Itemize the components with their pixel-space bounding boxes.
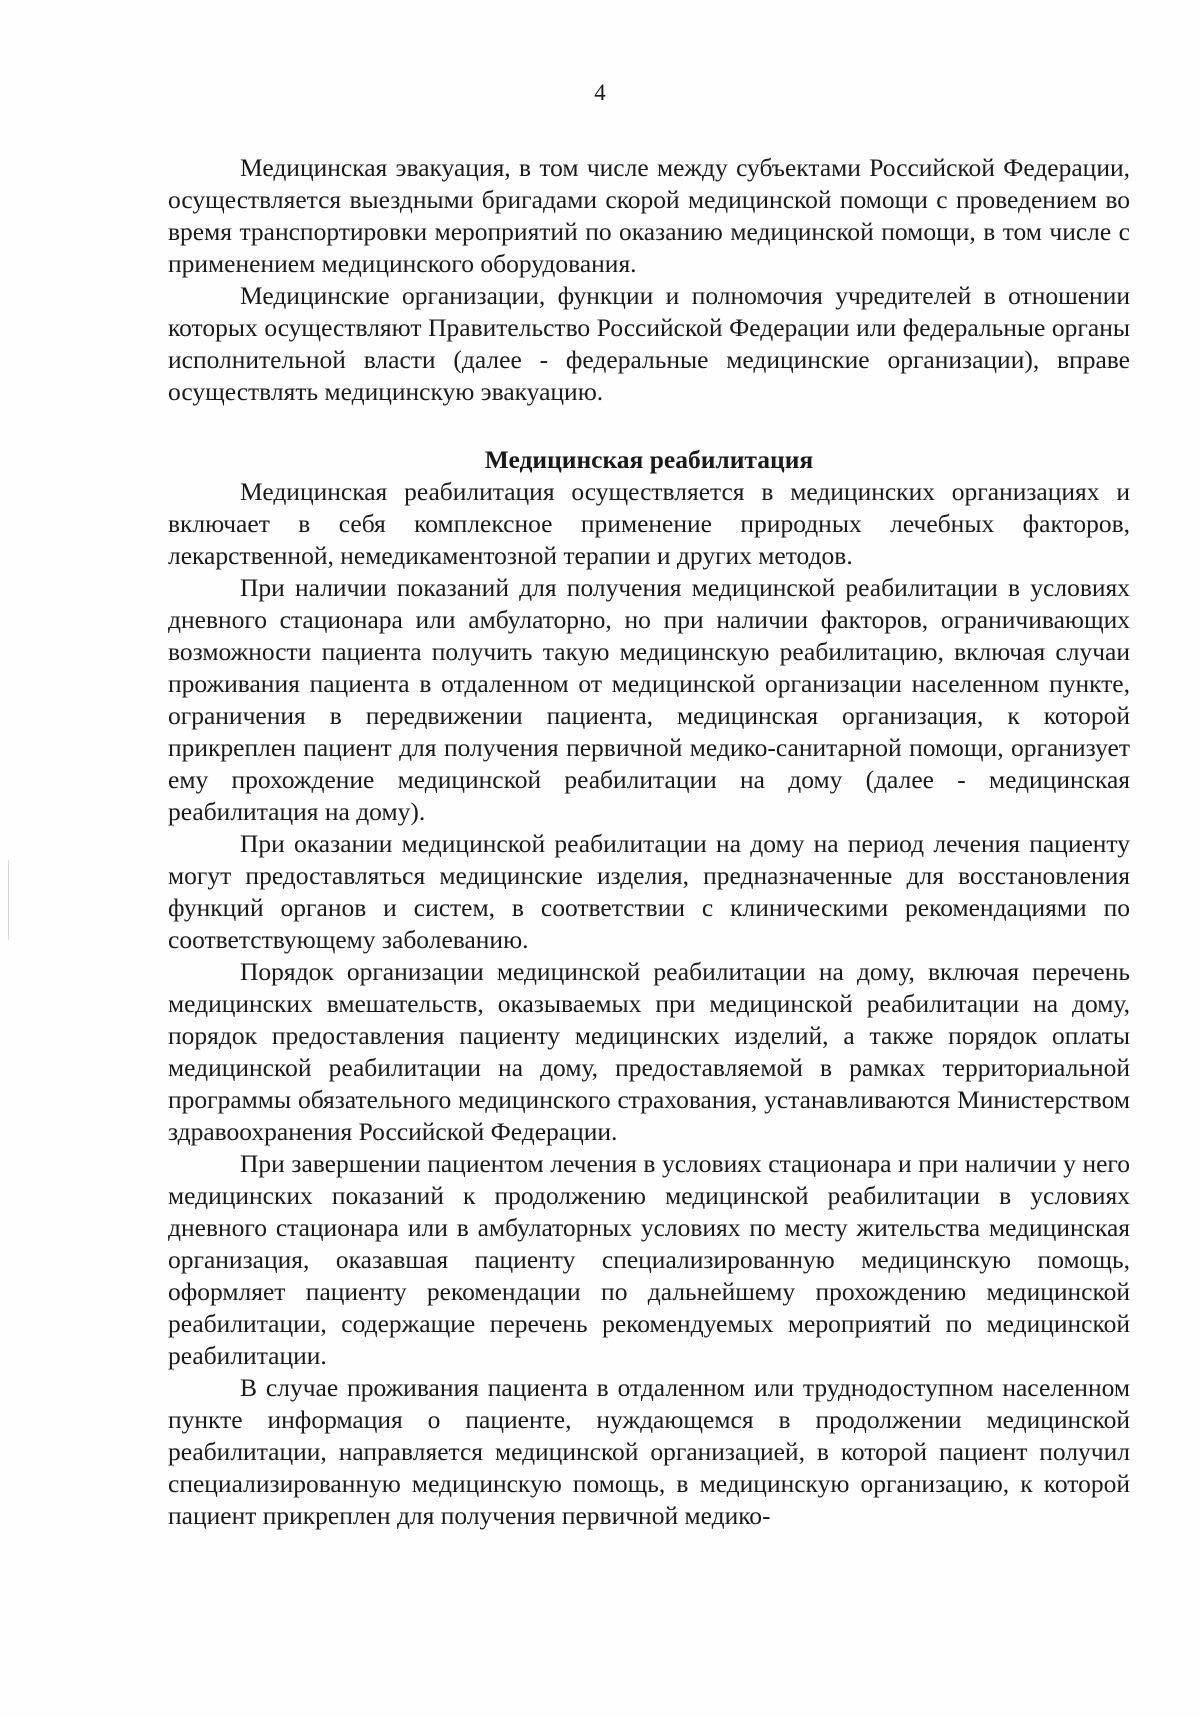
paragraph-home-rehabilitation: При наличии показаний для получения медицинской реабилитации в условиях дневного стационара или амбулаторно, но при наличии факторов, ограничивающих возможности пациента получить такую медицинскую реабилитацию, включая случаи проживания пациента в отдаленном от медицинской организации населенном пункте, ограничения в передвижении пациента, медицинская организация, к которой прикреплен пациент для получения первичной медико-санитарной помощи, организует ему прохождение медицинской реабилитации на дому (далее - медицинская реабилитация на дому). bbox=[168, 573, 1130, 826]
paragraph-medical-devices: При оказании медицинской реабилитации на дому на период лечения пациенту могут предоставляться медицинские изделия, предназначенные для восстановления функций органов и систем, в соответствии с клиническими рекомендациями по соответствующему заболеванию. bbox=[168, 829, 1130, 954]
scan-edge-mark bbox=[8, 860, 9, 940]
paragraph-remote-settlement: В случае проживания пациента в отдаленном или труднодоступном населенном пункте информация о пациенте, нуждающемся в продолжении медицинской реабилитации, направляется медицинской организацией, в которой пациент получил специализированную медицинскую помощь, в медицинскую организацию, к которой пациент прикреплен для получения первичной медико- bbox=[168, 1373, 1130, 1530]
document-body bbox=[168, 152, 1130, 1532]
paragraph-discharge-recommendations: При завершении пациентом лечения в условиях стационара и при наличии у него медицинских показаний к продолжению медицинской реабилитации в условиях дневного стационара или в амбулаторных условиях по месту жительства медицинская организация, оказавшая пациенту специализированную медицинскую помощь, оформляет пациенту рекомендации по дальнейшему прохождению медицинской реабилитации, содержащие перечень рекомендуемых мероприятий по медицинской реабилитации. bbox=[168, 1149, 1130, 1370]
paragraph-rehabilitation-definition: Медицинская реабилитация осуществляется в медицинских организациях и включает в себя комплексное применение природных лечебных факторов, лекарственной, немедикаментозной терапии и других методов. bbox=[168, 477, 1130, 570]
paragraph-federal-organizations: Медицинские организации, функции и полномочия учредителей в отношении которых осуществляют Правительство Российской Федерации или федеральные органы исполнительной власти (далее - федеральные медицинские организации), вправе осуществлять медицинскую эвакуацию. bbox=[168, 281, 1130, 406]
paragraph-rehabilitation-procedure: Порядок организации медицинской реабилитации на дому, включая перечень медицинских вмешательств, оказываемых при медицинской реабилитации на дому, порядок предоставления пациенту медицинских изделий, а также порядок оплаты медицинской реабилитации на дому, предоставляемой в рамках территориальной программы обязательного медицинского страхования, устанавливаются Министерством здравоохранения Российской Федерации. bbox=[168, 957, 1130, 1146]
paragraph-medical-evacuation: Медицинская эвакуация, в том числе между субъектами Российской Федерации, осуществляется выездными бригадами скорой медицинской помощи с проведением во время транспортировки мероприятий по оказанию медицинской помощи, в том числе с применением медицинского оборудования. bbox=[168, 153, 1130, 278]
section-heading-rehabilitation: Медицинская реабилитация bbox=[484, 445, 814, 474]
page-number: 4 bbox=[594, 80, 606, 105]
